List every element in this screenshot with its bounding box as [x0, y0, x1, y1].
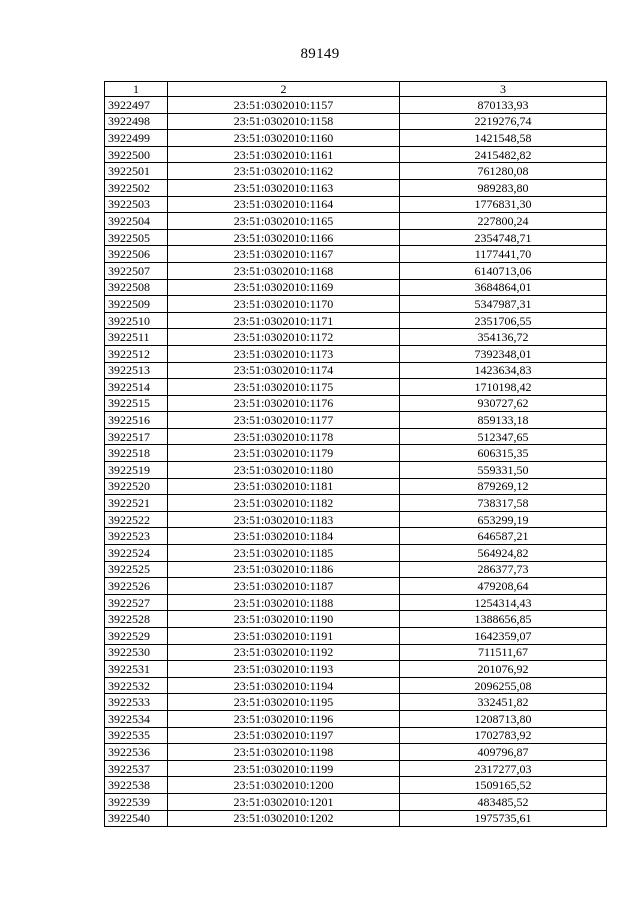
page-number: 89149	[300, 46, 340, 62]
cadastral-number-cell: 23:51:0302010:1181	[168, 478, 400, 495]
table-row	[105, 379, 607, 396]
cadastral-value-table	[104, 81, 607, 827]
row-id-cell: 3922518	[105, 445, 168, 462]
row-id-cell: 3922528	[105, 611, 168, 628]
table-row	[105, 312, 607, 329]
table-row	[105, 445, 607, 462]
table-row	[105, 528, 607, 545]
cadastral-number-cell: 23:51:0302010:1188	[168, 594, 400, 611]
row-id-cell: 3922507	[105, 262, 168, 279]
row-id-cell: 3922539	[105, 793, 168, 810]
cadastral-value-cell: 3684864,01	[400, 279, 607, 296]
row-id-cell: 3922515	[105, 395, 168, 412]
cadastral-number-cell: 23:51:0302010:1185	[168, 545, 400, 562]
table-row	[105, 246, 607, 263]
cadastral-value-cell: 2415482,82	[400, 146, 607, 163]
column-header-2: 2	[168, 82, 400, 97]
cadastral-value-cell: 2219276,74	[400, 113, 607, 130]
table-row	[105, 395, 607, 412]
cadastral-value-cell: 738317,58	[400, 495, 607, 512]
cadastral-number-cell: 23:51:0302010:1192	[168, 644, 400, 661]
cadastral-number-cell: 23:51:0302010:1162	[168, 163, 400, 180]
table-row	[105, 727, 607, 744]
table-row	[105, 296, 607, 313]
cadastral-value-cell: 354136,72	[400, 329, 607, 346]
cadastral-number-cell: 23:51:0302010:1176	[168, 395, 400, 412]
row-id-cell: 3922501	[105, 163, 168, 180]
table-row	[105, 495, 607, 512]
row-id-cell: 3922540	[105, 810, 168, 827]
cadastral-number-cell: 23:51:0302010:1197	[168, 727, 400, 744]
cadastral-value-cell: 564924,82	[400, 545, 607, 562]
row-id-cell: 3922526	[105, 578, 168, 595]
table-header-row	[105, 82, 607, 97]
row-id-cell: 3922530	[105, 644, 168, 661]
cadastral-number-cell: 23:51:0302010:1178	[168, 428, 400, 445]
table-row	[105, 163, 607, 180]
cadastral-number-cell: 23:51:0302010:1158	[168, 113, 400, 130]
row-id-cell: 3922520	[105, 478, 168, 495]
row-id-cell: 3922523	[105, 528, 168, 545]
table-row	[105, 146, 607, 163]
cadastral-number-cell: 23:51:0302010:1166	[168, 229, 400, 246]
table-row	[105, 428, 607, 445]
table-row	[105, 760, 607, 777]
cadastral-number-cell: 23:51:0302010:1186	[168, 561, 400, 578]
row-id-cell: 3922511	[105, 329, 168, 346]
cadastral-value-cell: 5347987,31	[400, 296, 607, 313]
table-row	[105, 628, 607, 645]
cadastral-value-cell: 870133,93	[400, 97, 607, 114]
cadastral-value-cell: 1423634,83	[400, 362, 607, 379]
cadastral-value-cell: 761280,08	[400, 163, 607, 180]
table-row	[105, 644, 607, 661]
cadastral-value-cell: 653299,19	[400, 511, 607, 528]
cadastral-number-cell: 23:51:0302010:1170	[168, 296, 400, 313]
table-row	[105, 113, 607, 130]
cadastral-value-cell: 227800,24	[400, 213, 607, 230]
row-id-cell: 3922519	[105, 462, 168, 479]
table-row	[105, 545, 607, 562]
table-header	[105, 82, 607, 97]
cadastral-value-cell: 1642359,07	[400, 628, 607, 645]
cadastral-number-cell: 23:51:0302010:1202	[168, 810, 400, 827]
row-id-cell: 3922536	[105, 744, 168, 761]
table-row	[105, 511, 607, 528]
table-row	[105, 179, 607, 196]
cadastral-number-cell: 23:51:0302010:1180	[168, 462, 400, 479]
table-row	[105, 229, 607, 246]
row-id-cell: 3922506	[105, 246, 168, 263]
cadastral-number-cell: 23:51:0302010:1174	[168, 362, 400, 379]
cadastral-number-cell: 23:51:0302010:1193	[168, 661, 400, 678]
cadastral-number-cell: 23:51:0302010:1201	[168, 793, 400, 810]
row-id-cell: 3922535	[105, 727, 168, 744]
row-id-cell: 3922529	[105, 628, 168, 645]
table-row	[105, 462, 607, 479]
table-row	[105, 810, 607, 827]
table-row	[105, 677, 607, 694]
row-id-cell: 3922503	[105, 196, 168, 213]
row-id-cell: 3922513	[105, 362, 168, 379]
cadastral-value-cell: 7392348,01	[400, 345, 607, 362]
cadastral-value-cell: 711511,67	[400, 644, 607, 661]
row-id-cell: 3922522	[105, 511, 168, 528]
table-row	[105, 561, 607, 578]
table-row	[105, 97, 607, 114]
cadastral-number-cell: 23:51:0302010:1171	[168, 312, 400, 329]
cadastral-number-cell: 23:51:0302010:1160	[168, 130, 400, 147]
table-row	[105, 594, 607, 611]
table-row	[105, 412, 607, 429]
cadastral-value-cell: 1702783,92	[400, 727, 607, 744]
cadastral-number-cell: 23:51:0302010:1200	[168, 777, 400, 794]
row-id-cell: 3922538	[105, 777, 168, 794]
cadastral-number-cell: 23:51:0302010:1184	[168, 528, 400, 545]
table-row	[105, 362, 607, 379]
row-id-cell: 3922497	[105, 97, 168, 114]
cadastral-value-cell: 1776831,30	[400, 196, 607, 213]
cadastral-number-cell: 23:51:0302010:1179	[168, 445, 400, 462]
cadastral-value-cell: 483485,52	[400, 793, 607, 810]
table-row	[105, 213, 607, 230]
cadastral-value-cell: 409796,87	[400, 744, 607, 761]
row-id-cell: 3922508	[105, 279, 168, 296]
cadastral-value-cell: 2317277,03	[400, 760, 607, 777]
cadastral-number-cell: 23:51:0302010:1164	[168, 196, 400, 213]
cadastral-value-cell: 286377,73	[400, 561, 607, 578]
row-id-cell: 3922514	[105, 379, 168, 396]
cadastral-value-cell: 332451,82	[400, 694, 607, 711]
row-id-cell: 3922510	[105, 312, 168, 329]
table-row	[105, 777, 607, 794]
cadastral-value-cell: 859133,18	[400, 412, 607, 429]
table-row	[105, 661, 607, 678]
row-id-cell: 3922521	[105, 495, 168, 512]
row-id-cell: 3922504	[105, 213, 168, 230]
column-header-1: 1	[105, 82, 168, 97]
row-id-cell: 3922517	[105, 428, 168, 445]
cadastral-value-cell: 559331,50	[400, 462, 607, 479]
row-id-cell: 3922516	[105, 412, 168, 429]
table-row	[105, 329, 607, 346]
row-id-cell: 3922537	[105, 760, 168, 777]
cadastral-number-cell: 23:51:0302010:1165	[168, 213, 400, 230]
cadastral-value-cell: 1388656,85	[400, 611, 607, 628]
table-row	[105, 710, 607, 727]
row-id-cell: 3922527	[105, 594, 168, 611]
table-row	[105, 262, 607, 279]
cadastral-value-cell: 1975735,61	[400, 810, 607, 827]
cadastral-value-cell: 930727,62	[400, 395, 607, 412]
row-id-cell: 3922525	[105, 561, 168, 578]
cadastral-value-cell: 1710198,42	[400, 379, 607, 396]
table-row	[105, 611, 607, 628]
cadastral-number-cell: 23:51:0302010:1161	[168, 146, 400, 163]
cadastral-number-cell: 23:51:0302010:1177	[168, 412, 400, 429]
table-row	[105, 578, 607, 595]
row-id-cell: 3922532	[105, 677, 168, 694]
cadastral-value-cell: 1177441,70	[400, 246, 607, 263]
row-id-cell: 3922498	[105, 113, 168, 130]
cadastral-value-cell: 201076,92	[400, 661, 607, 678]
cadastral-value-cell: 989283,80	[400, 179, 607, 196]
cadastral-value-cell: 1208713,80	[400, 710, 607, 727]
cadastral-number-cell: 23:51:0302010:1196	[168, 710, 400, 727]
cadastral-value-cell: 6140713,06	[400, 262, 607, 279]
column-header-3: 3	[400, 82, 607, 97]
table-row	[105, 130, 607, 147]
table-body	[105, 97, 607, 827]
cadastral-number-cell: 23:51:0302010:1163	[168, 179, 400, 196]
cadastral-value-cell: 646587,21	[400, 528, 607, 545]
table-row	[105, 744, 607, 761]
cadastral-number-cell: 23:51:0302010:1168	[168, 262, 400, 279]
cadastral-value-cell: 879269,12	[400, 478, 607, 495]
cadastral-value-cell: 479208,64	[400, 578, 607, 595]
cadastral-number-cell: 23:51:0302010:1191	[168, 628, 400, 645]
table-row	[105, 196, 607, 213]
cadastral-value-cell: 1509165,52	[400, 777, 607, 794]
cadastral-value-cell: 2354748,71	[400, 229, 607, 246]
cadastral-number-cell: 23:51:0302010:1198	[168, 744, 400, 761]
row-id-cell: 3922499	[105, 130, 168, 147]
table-row	[105, 345, 607, 362]
cadastral-value-cell: 1254314,43	[400, 594, 607, 611]
cadastral-number-cell: 23:51:0302010:1183	[168, 511, 400, 528]
cadastral-number-cell: 23:51:0302010:1173	[168, 345, 400, 362]
cadastral-number-cell: 23:51:0302010:1190	[168, 611, 400, 628]
cadastral-value-cell: 1421548,58	[400, 130, 607, 147]
cadastral-number-cell: 23:51:0302010:1167	[168, 246, 400, 263]
row-id-cell: 3922524	[105, 545, 168, 562]
cadastral-value-cell: 2351706,55	[400, 312, 607, 329]
row-id-cell: 3922512	[105, 345, 168, 362]
row-id-cell: 3922500	[105, 146, 168, 163]
cadastral-value-cell: 2096255,08	[400, 677, 607, 694]
cadastral-number-cell: 23:51:0302010:1157	[168, 97, 400, 114]
cadastral-number-cell: 23:51:0302010:1169	[168, 279, 400, 296]
row-id-cell: 3922509	[105, 296, 168, 313]
table-row	[105, 793, 607, 810]
cadastral-number-cell: 23:51:0302010:1182	[168, 495, 400, 512]
cadastral-value-cell: 606315,35	[400, 445, 607, 462]
cadastral-number-cell: 23:51:0302010:1172	[168, 329, 400, 346]
cadastral-number-cell: 23:51:0302010:1194	[168, 677, 400, 694]
row-id-cell: 3922533	[105, 694, 168, 711]
table-row	[105, 279, 607, 296]
row-id-cell: 3922534	[105, 710, 168, 727]
cadastral-value-cell: 512347,65	[400, 428, 607, 445]
cadastral-number-cell: 23:51:0302010:1175	[168, 379, 400, 396]
row-id-cell: 3922531	[105, 661, 168, 678]
row-id-cell: 3922505	[105, 229, 168, 246]
table-row	[105, 694, 607, 711]
row-id-cell: 3922502	[105, 179, 168, 196]
table-row	[105, 478, 607, 495]
cadastral-number-cell: 23:51:0302010:1195	[168, 694, 400, 711]
cadastral-number-cell: 23:51:0302010:1187	[168, 578, 400, 595]
cadastral-number-cell: 23:51:0302010:1199	[168, 760, 400, 777]
